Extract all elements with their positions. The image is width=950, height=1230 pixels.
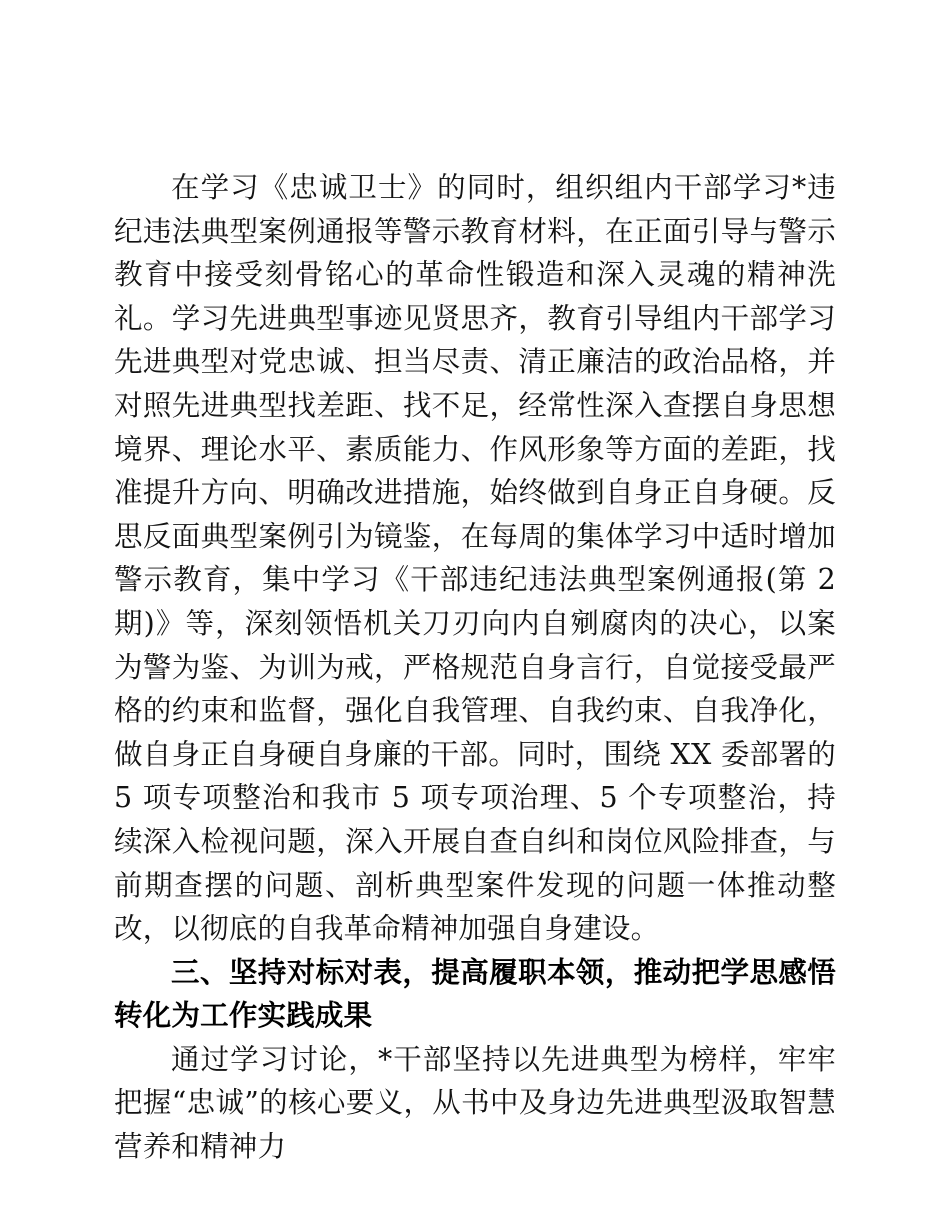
paragraph-section-three-body: 通过学习讨论，*干部坚持以先进典型为榜样，牢牢把握“忠诚”的核心要义，从书中及身边先进典型汲取智慧营养和精神力 (114, 1042, 836, 1164)
paragraph-section-two-body: 在学习《忠诚卫士》的同时，组织组内干部学习*违纪违法典型案例通报等警示教育材料，在正面引导与警示教育中接受刻骨铭心的革命性锻造和深入灵魂的精神洗礼。学习先进典型事迹见贤思齐，教育引导组内干部学习先进典型对党忠诚、担当尽责、清正廉洁的政治品格，并对照先进典型找差距、找不足，经常性深入查摆自身思想境界、理论水平、素质能力、作风形象等方面的差距，找准提升方向、明确改进措施，始终做到自身正自身硬。反思反面典型案例引为镜鉴，在每周的集体学习中适时增加警示教育，集中学习《干部违纪违法典型案例通报(第 2 期)》等，深刻领悟机关刀刃向内自剜腐肉的决心，以案为警为鉴、为训为戒，严格规范自身言行，自觉接受最严格的约束和监督，强化自我管理、自我约束、自我净化，做自身正自身硬自身廉的干部。同时，围绕 XX 委部署的 5 项专项整治和我市 5 项专项治理、5 个专项整治，持续深入检视问题，深入开展自查自纠和岗位风险排查，与前期查摆的问题、剖析典型案件发现的问题一体推动整改，以彻底的自我革命精神加强自身建设。 (114, 171, 836, 946)
document-text-column (114, 166, 836, 1169)
heading-section-three: 三、坚持对标对表，提高履职本领，推动把学思感悟转化为工作实践成果 (114, 955, 836, 1033)
